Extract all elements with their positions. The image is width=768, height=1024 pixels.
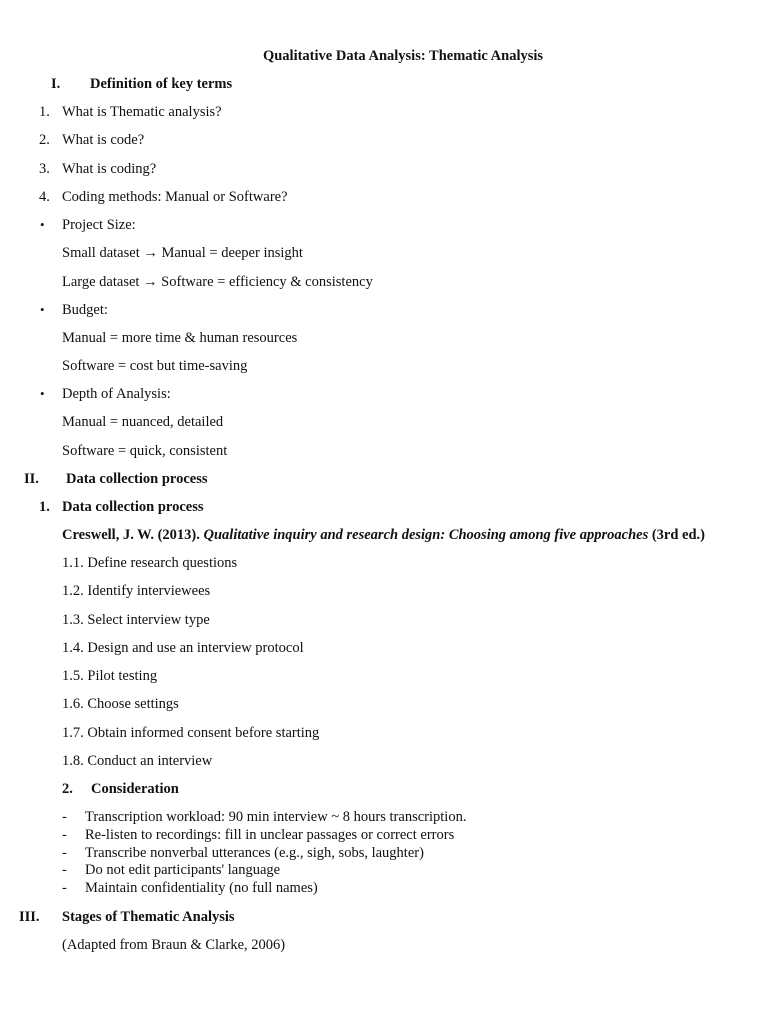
question-4-text: Coding methods: Manual or Software? xyxy=(62,189,288,205)
section-2-numeral: II. xyxy=(24,471,39,487)
step-1-1: 1.1. Define research questions xyxy=(62,555,238,571)
citation-edition: (3rd ed.) xyxy=(651,527,706,543)
bullet-icon: • xyxy=(40,386,45,401)
step-1-5: 1.5. Pilot testing xyxy=(62,668,158,684)
bullet-icon: • xyxy=(40,217,45,232)
depth-line-2: Software = quick, consistent xyxy=(62,443,228,459)
project-size-line-2: Large dataset → Software = efficiency & consistency xyxy=(62,274,373,290)
citation xyxy=(62,526,705,544)
dash-icon: - xyxy=(62,809,67,825)
subsection-2-number: 2. xyxy=(62,781,73,797)
step-1-6: 1.6. Choose settings xyxy=(62,696,179,712)
consideration-item-3: Transcribe nonverbal utterances (e.g., sigh, sobs, laughter) xyxy=(85,845,424,861)
step-1-3: 1.3. Select interview type xyxy=(62,612,210,628)
project-size-line-1: Small dataset → Manual = deeper insight xyxy=(62,245,303,261)
budget-line-1: Manual = more time & human resources xyxy=(62,330,298,346)
consideration-item-4: Do not edit participants' language xyxy=(85,862,281,878)
consideration-item-5: Maintain confidentiality (no full names) xyxy=(85,880,318,896)
subsection-2-heading: Consideration xyxy=(91,781,179,797)
section-2-heading: Data collection process xyxy=(66,471,208,487)
bullet-icon: • xyxy=(40,302,45,317)
step-1-2: 1.2. Identify interviewees xyxy=(62,583,211,599)
step-1-8: 1.8. Conduct an interview xyxy=(62,753,213,769)
subsection-1-number: 1. xyxy=(39,499,50,515)
dash-icon: - xyxy=(62,845,67,861)
dash-icon: - xyxy=(62,827,67,843)
question-3-number: 3. xyxy=(39,161,50,177)
citation-author: Creswell, J. W. (2013). xyxy=(62,527,200,543)
section-1-heading: Definition of key terms xyxy=(90,76,233,92)
question-3-text: What is coding? xyxy=(62,161,157,177)
question-4-number: 4. xyxy=(39,189,50,205)
step-1-4: 1.4. Design and use an interview protocol xyxy=(62,640,304,656)
budget-label: Budget: xyxy=(62,302,108,318)
question-2-text: What is code? xyxy=(62,132,145,148)
question-1-text: What is Thematic analysis? xyxy=(62,104,222,120)
document-title: Qualitative Data Analysis: Thematic Analysis xyxy=(262,48,544,64)
depth-label: Depth of Analysis: xyxy=(62,386,171,402)
step-1-7: 1.7. Obtain informed consent before starting xyxy=(62,725,320,741)
subsection-1-heading: Data collection process xyxy=(62,499,204,515)
project-size-label: Project Size: xyxy=(62,217,136,233)
dash-icon: - xyxy=(62,880,67,896)
section-1-numeral: I. xyxy=(51,76,61,92)
depth-line-1: Manual = nuanced, detailed xyxy=(62,414,224,430)
consideration-item-1: Transcription workload: 90 min interview ~ 8 hours transcription. xyxy=(85,809,467,825)
section-3-heading: Stages of Thematic Analysis xyxy=(62,909,235,925)
citation-title: Qualitative inquiry and research design: Choosing among five approaches xyxy=(203,527,649,543)
question-1-number: 1. xyxy=(39,104,50,120)
section-3-numeral: III. xyxy=(19,909,40,925)
dash-icon: - xyxy=(62,862,67,878)
question-2-number: 2. xyxy=(39,132,50,148)
budget-line-2: Software = cost but time-saving xyxy=(62,358,248,374)
section-3-note: (Adapted from Braun & Clarke, 2006) xyxy=(62,937,286,953)
consideration-item-2: Re-listen to recordings: fill in unclear passages or correct errors xyxy=(85,827,455,843)
